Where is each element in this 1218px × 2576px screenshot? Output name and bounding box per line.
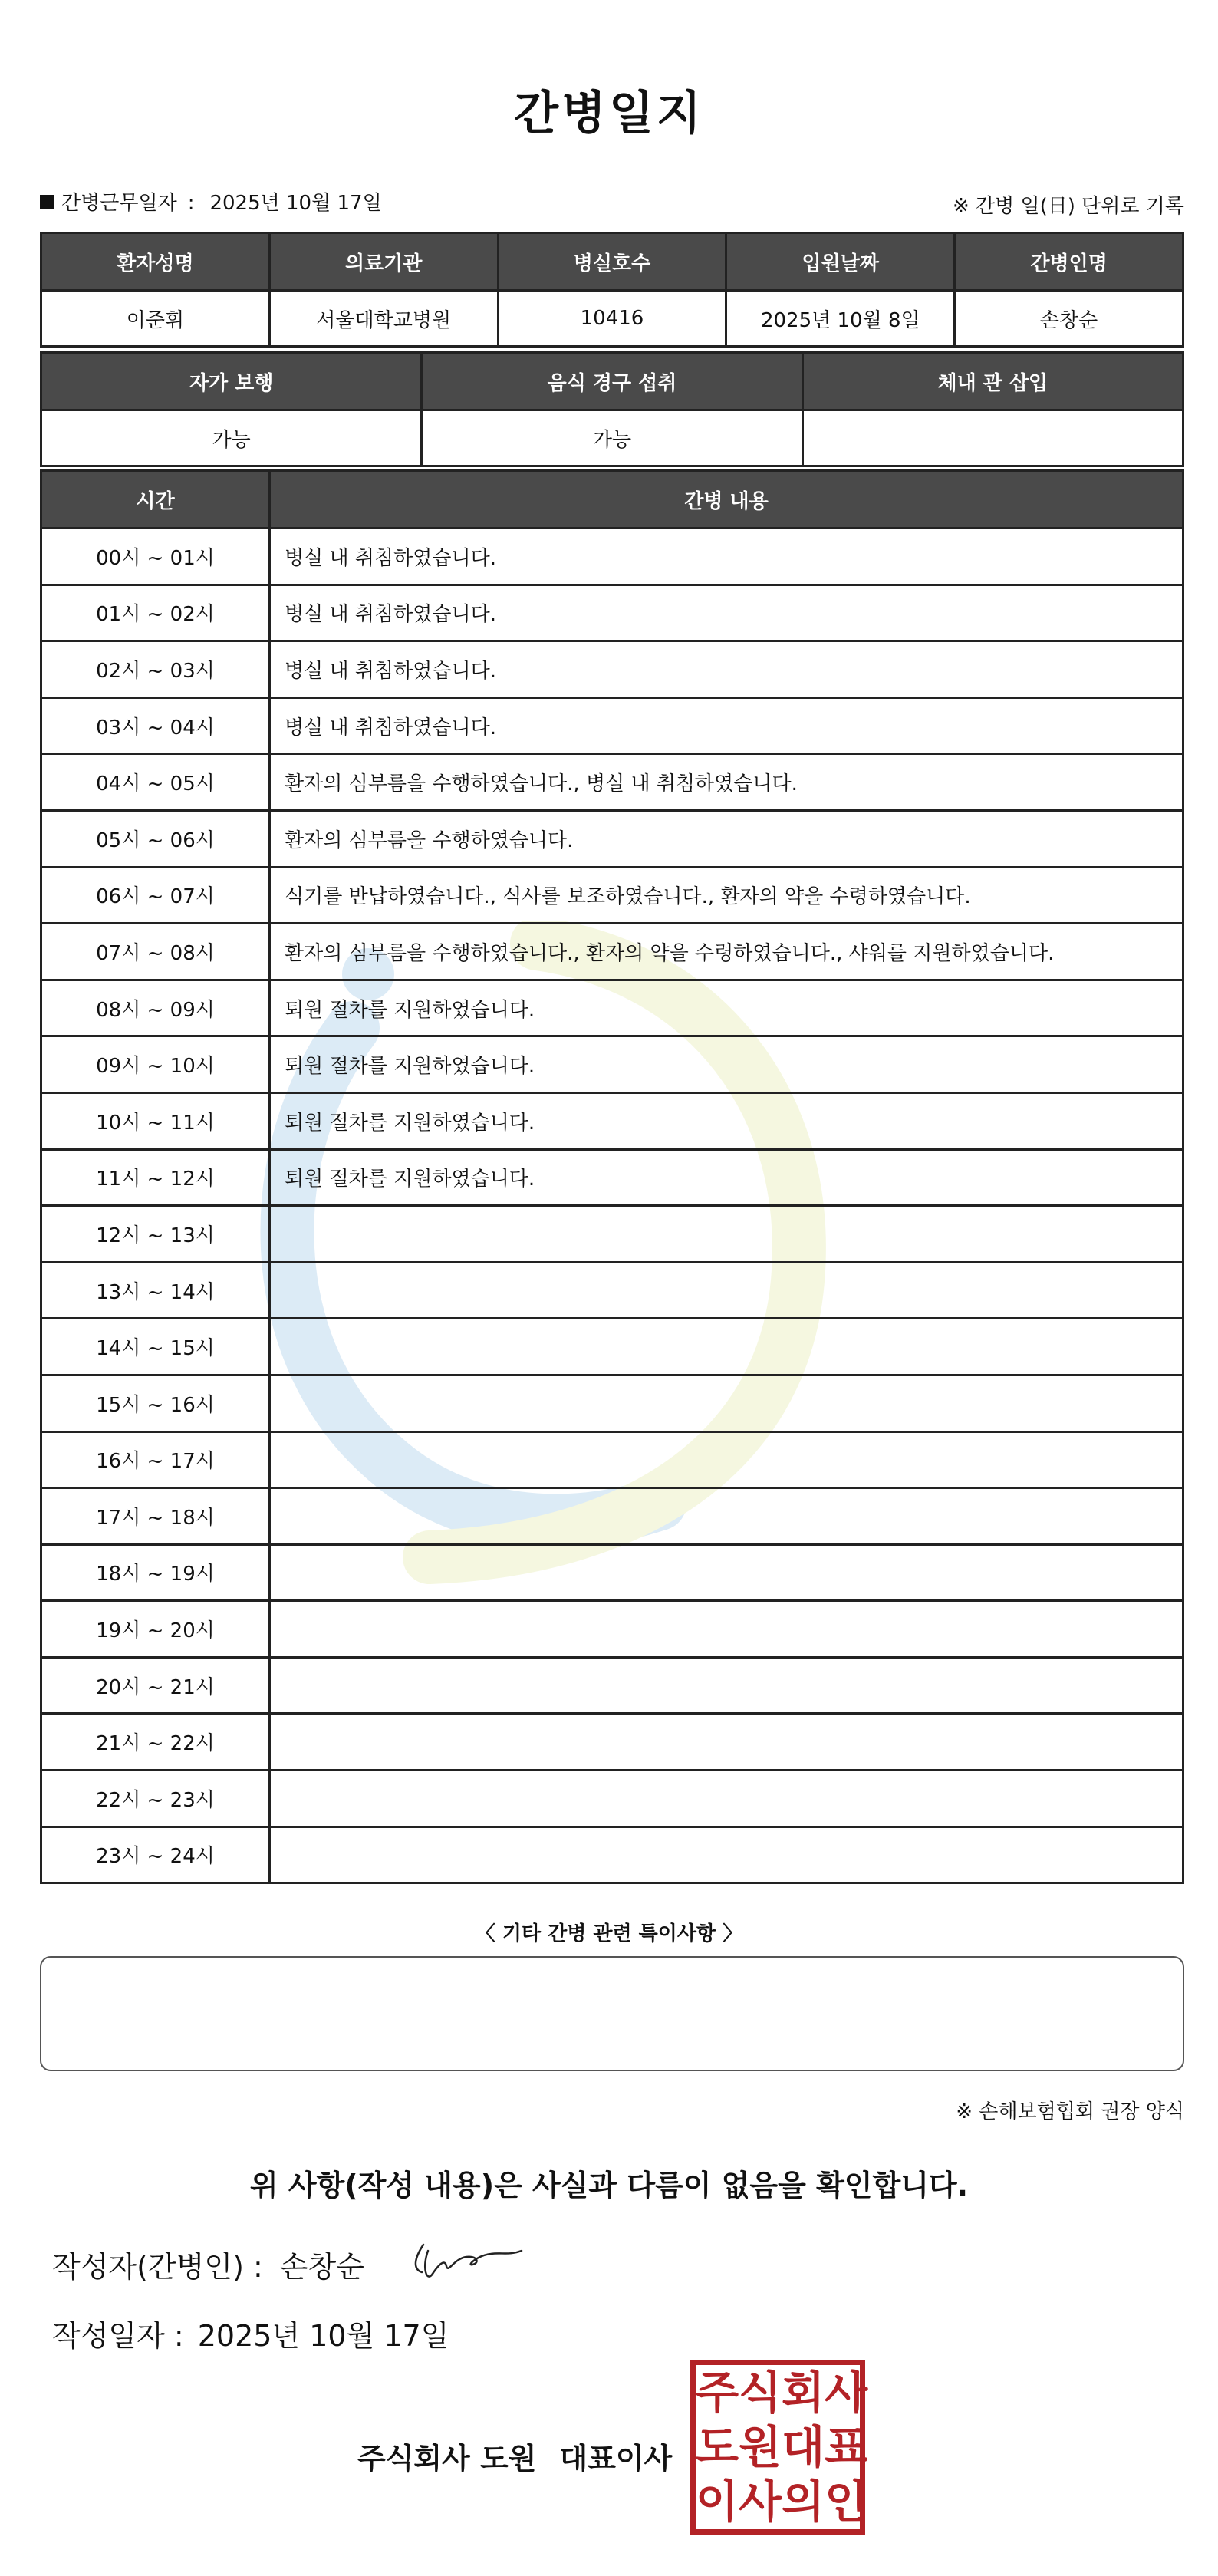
table-row [41,1827,1183,1883]
table-row [41,697,1183,754]
table-row [41,1206,1183,1263]
care-content: 병실 내 취침하였습니다. [270,697,1183,754]
table-row [41,1771,1183,1827]
time-slot: 06시 ~ 07시 [41,867,270,924]
time-slot: 09시 ~ 10시 [41,1036,270,1093]
care-content [270,1431,1183,1488]
care-content [270,1601,1183,1658]
header-tube: 체내 관 삽입 [802,353,1183,410]
care-content [270,1319,1183,1375]
time-slot: 22시 ~ 23시 [41,1771,270,1827]
patient-name: 이준휘 [41,291,270,347]
seal-character: 주 [696,2366,739,2419]
table-row [41,1092,1183,1149]
header-room: 병실호수 [498,233,726,291]
patient-info-table [40,232,1184,348]
care-content [270,1206,1183,1263]
writer-name: 손창순 [279,2250,364,2284]
table-row [41,585,1183,641]
table-row [41,1657,1183,1714]
admission-date: 2025년 10월 8일 [726,291,955,347]
time-slot: 12시 ~ 13시 [41,1206,270,1263]
seal-character: 회 [782,2366,825,2419]
time-slot: 04시 ~ 05시 [41,754,270,811]
seal-character: 표 [825,2420,868,2473]
record-note: ※ 간병 일(日) 단위로 기록 [952,195,1184,218]
care-content: 퇴원 절차를 지원하였습니다. [270,1092,1183,1149]
remarks-box [40,1956,1184,2071]
table-row [41,1319,1183,1375]
table-row [41,1431,1183,1488]
care-content [270,1657,1183,1714]
walking-status: 가능 [41,410,422,466]
care-content: 환자의 심부름을 수행하였습니다. [270,810,1183,867]
time-slot: 10시 ~ 11시 [41,1092,270,1149]
table-row [41,1544,1183,1601]
writer-label: 작성자(간병인) : [52,2250,263,2284]
time-slot: 05시 ~ 06시 [41,810,270,867]
seal-character: 대 [782,2420,825,2473]
time-slot: 16시 ~ 17시 [41,1431,270,1488]
time-slot: 15시 ~ 16시 [41,1375,270,1431]
care-content [270,1771,1183,1827]
care-content [270,1544,1183,1601]
square-bullet-icon [40,195,54,209]
company-role: 대표이사 [559,2442,673,2476]
time-slot: 00시 ~ 01시 [41,529,270,585]
room-number: 10416 [498,291,726,347]
time-slot: 17시 ~ 18시 [41,1488,270,1545]
write-date-value: 2025년 10월 17일 [197,2319,449,2353]
time-slot: 14시 ~ 15시 [41,1319,270,1375]
seal-character: 인 [825,2476,868,2528]
table-row [41,867,1183,924]
header-hospital: 의료기관 [269,233,498,291]
table-row [41,1036,1183,1093]
seal-character: 이 [696,2476,739,2528]
confirm-statement: 위 사항(작성 내용)은 사실과 다름이 없음을 확인합니다. [249,2169,969,2202]
company-name: 주식회사 도원 [357,2442,537,2476]
care-content [270,1375,1183,1431]
seal-character: 원 [739,2420,782,2473]
care-content: 환자의 심부름을 수행하였습니다., 환자의 약을 수령하였습니다., 샤워를 지원하였습니다. [270,924,1183,980]
header-walking: 자가 보행 [41,353,422,410]
time-slot: 18시 ~ 19시 [41,1544,270,1601]
header-care-content: 간병 내용 [270,471,1183,529]
care-content [270,1488,1183,1545]
care-content [270,1262,1183,1319]
write-date-label: 작성일자 : [52,2319,184,2353]
care-content [270,1714,1183,1771]
company-seal-stamp [690,2360,868,2535]
header-caregiver: 간병인명 [955,233,1183,291]
header-patient-name: 환자성명 [41,233,270,291]
tube-status [802,410,1183,466]
oral-intake-status: 가능 [422,410,802,466]
writer-line [52,2243,364,2285]
care-content: 병실 내 취침하였습니다. [270,529,1183,585]
time-slot: 03시 ~ 04시 [41,697,270,754]
time-slot: 11시 ~ 12시 [41,1149,270,1206]
time-slot: 07시 ~ 08시 [41,924,270,980]
care-content [270,1827,1183,1883]
time-slot: 13시 ~ 14시 [41,1262,270,1319]
write-date-line [52,2312,449,2354]
header-oral-intake: 음식 경구 섭취 [422,353,802,410]
table-row [41,1262,1183,1319]
form-note: ※ 손해보험협회 권장 양식 [956,2100,1184,2123]
company-line [357,2435,672,2477]
time-slot: 19시 ~ 20시 [41,1601,270,1658]
table-row [41,1375,1183,1431]
care-content: 퇴원 절차를 지원하였습니다. [270,980,1183,1036]
care-content: 환자의 심부름을 수행하였습니다., 병실 내 취침하였습니다. [270,754,1183,811]
work-date: 간병근무일자 : 2025년 10월 17일 [40,187,382,216]
care-content: 퇴원 절차를 지원하였습니다. [270,1149,1183,1206]
time-slot: 08시 ~ 09시 [41,980,270,1036]
table-row [41,1714,1183,1771]
care-log-table [40,469,1184,1884]
table-row [41,810,1183,867]
time-slot: 21시 ~ 22시 [41,1714,270,1771]
header-time: 시간 [41,471,270,529]
table-row [41,924,1183,980]
remarks-label: 〈 기타 간병 관련 특이사항 〉 [475,1922,743,1945]
status-info-table [40,351,1184,467]
seal-character: 식 [739,2366,782,2419]
seal-character: 사 [825,2366,868,2419]
work-date-value: 2025년 10월 17일 [209,192,382,215]
header-admission-date: 입원날짜 [726,233,955,291]
care-content: 식기를 반납하였습니다., 식사를 보조하였습니다., 환자의 약을 수령하였습니다. [270,867,1183,924]
time-slot: 23시 ~ 24시 [41,1827,270,1883]
seal-character: 사 [739,2476,782,2528]
signature-image [407,2235,529,2289]
table-row [41,529,1183,585]
table-row [41,1149,1183,1206]
seal-character: 의 [782,2476,825,2528]
time-slot: 01시 ~ 02시 [41,585,270,641]
document-title: 간병일지 [514,87,704,140]
table-row [41,641,1183,698]
table-row [41,754,1183,811]
care-content: 병실 내 취침하였습니다. [270,641,1183,698]
table-row [41,980,1183,1036]
care-content: 병실 내 취침하였습니다. [270,585,1183,641]
work-date-label: 간병근무일자 [61,192,177,215]
table-row [41,1488,1183,1545]
hospital-name: 서울대학교병원 [269,291,498,347]
care-content: 퇴원 절차를 지원하였습니다. [270,1036,1183,1093]
time-slot: 02시 ~ 03시 [41,641,270,698]
caregiver-name: 손창순 [955,291,1183,347]
time-slot: 20시 ~ 21시 [41,1657,270,1714]
table-row [41,1601,1183,1658]
seal-character: 도 [696,2420,739,2473]
